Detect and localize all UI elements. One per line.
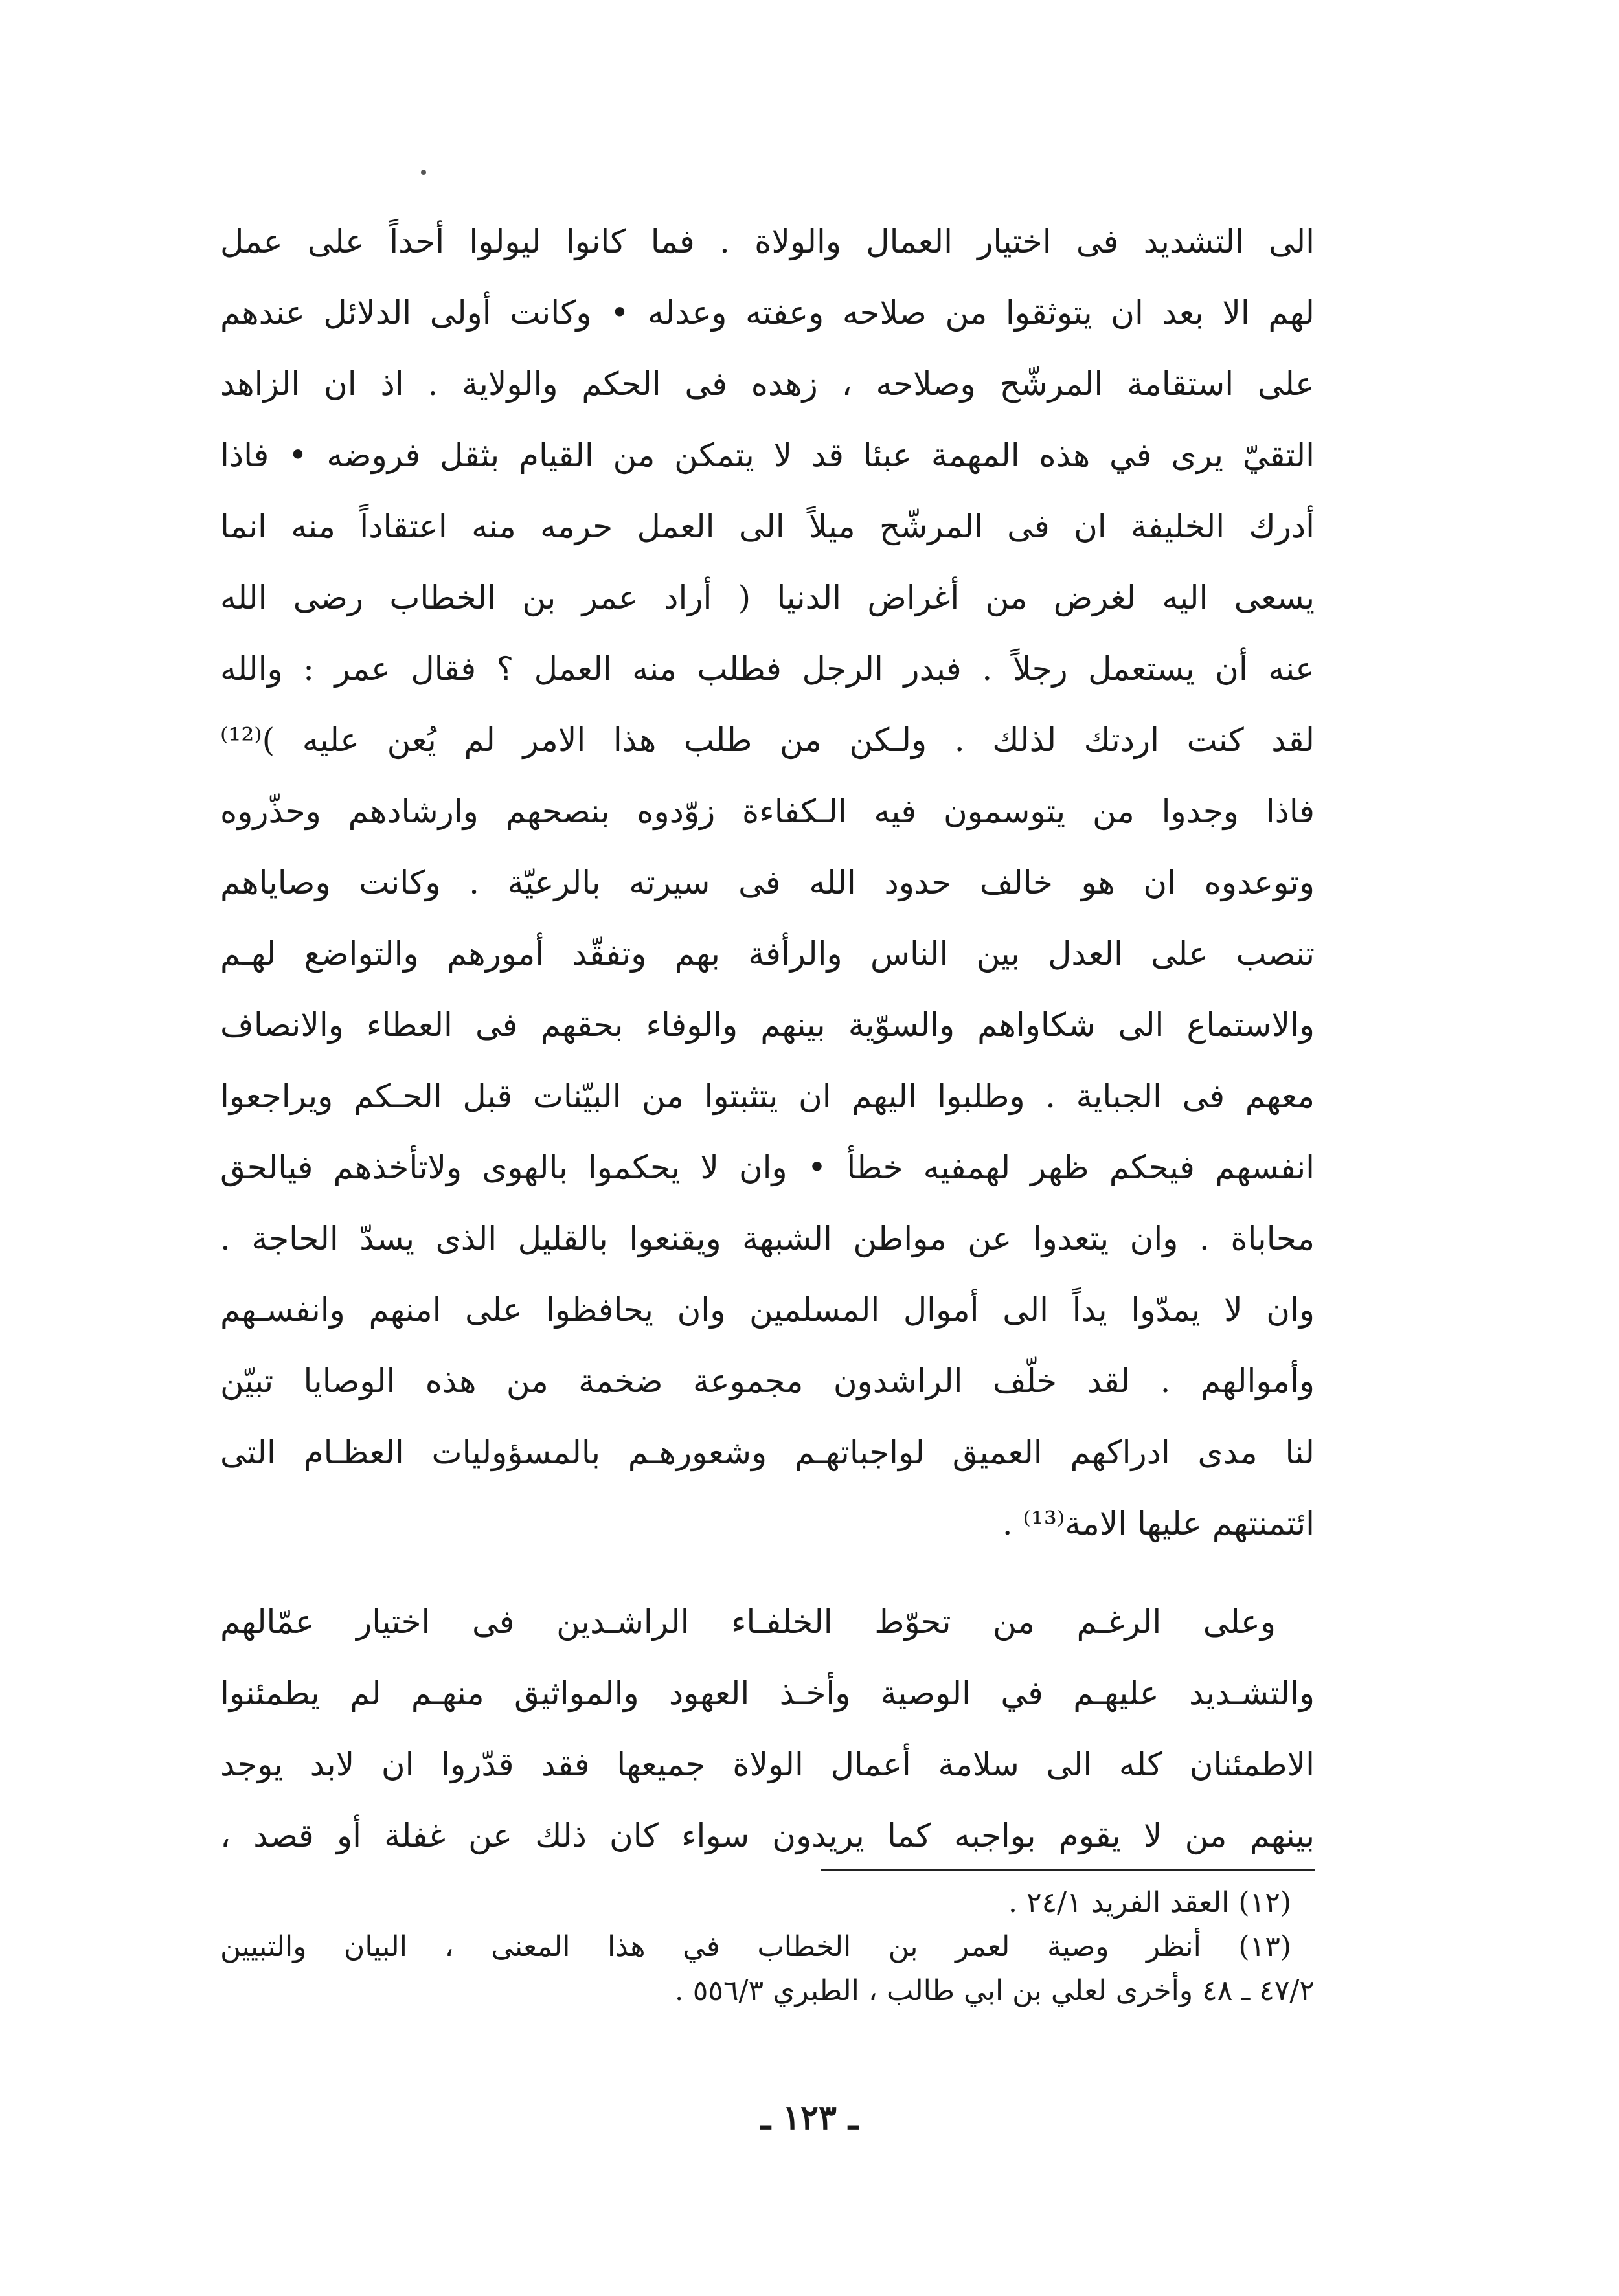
text-line: وتوعدوه ان هو خالف حدود الله فى سيرته بالرعيّة . وكانت وصاياهم (220, 864, 1315, 901)
text-line: وأموالهم . لقد خلّف الراشدون مجموعة ضخمة من هذه الوصايا تبيّن (220, 1362, 1315, 1400)
footnote-13: (١٣) أنظر وصية لعمر بن الخطاب في هذا المعنى ، البيان والتبيين (220, 1930, 1291, 1963)
text-line: والتشـديد عليهـم في الوصية وأخـذ العهود والمواثيق منهـم لم يطمئنوا (220, 1674, 1315, 1712)
text-line: ائتمنتهم عليها الامة⁽¹³⁾ . (1002, 1505, 1315, 1542)
text-line: والاستماع الى شكاواهم والسوّية بينهم والوفاء بحقهم فى العطاء والانصاف (220, 1006, 1315, 1044)
text-line: لهم الا بعد ان يتوثقوا من صلاحه وعفته وعدله • وكانت أولى الدلائل عندهم (220, 294, 1315, 332)
footnote-12: (١٢) العقد الفريد ٢٤/١ . (1008, 1886, 1291, 1919)
text-line: لقد كنت اردتك لذلك . ولـكن من طلب هذا الامر لم يُعن عليه )⁽¹²⁾ (220, 721, 1315, 759)
text-line: يسعى اليه لغرض من أغراض الدنيا ( أراد عمر بن الخطاب رضى الله (220, 579, 1315, 616)
text-line: وان لا يمدّوا يداً الى أموال المسلمين وان يحافظوا على امنهم وانفسـهم (220, 1291, 1315, 1329)
text-line: معهم فى الجباية . وطلبوا اليهم ان يتثبتوا من البيّنات قبل الحـكم ويراجعوا (220, 1077, 1315, 1115)
text-line: انفسهم فيحكم ظهر لهمفيه خطأ • وان لا يحكموا بالهوى ولاتأخذهم فيالحق (220, 1149, 1315, 1186)
paragraph (220, 1586, 1315, 1871)
text-line: الاطمئنان كله الى سلامة أعمال الولاة جميعها فقد قدّروا ان لابد يوجد (220, 1746, 1315, 1783)
page-number: ـ ١٢٣ ـ (760, 2098, 859, 2137)
text-line: وعلى الرغـم من تحوّط الخلفـاء الراشـدين فى اختيار عمّالهم (220, 1603, 1276, 1641)
text-line: تنصب على العدل بين الناس والرأفة بهم وتفقّد أمورهم والتواضع لهـم (220, 935, 1315, 973)
footnotes (220, 1881, 1315, 2013)
print-speck (421, 170, 426, 175)
text-line: فاذا وجدوا من يتوسمون فيه الـكفاءة زوّدوه بنصحهم وارشادهم وحذّروه (220, 793, 1315, 830)
text-line: التقيّ يرى في هذه المهمة عبئا قد لا يتمكن من القيام بثقل فروضه • فاذا (220, 436, 1315, 474)
text-line: محاباة . وان يتعدوا عن مواطن الشبهة ويقنعوا بالقليل الذى يسدّ الحاجة . (220, 1220, 1315, 1257)
paragraph (220, 206, 1315, 1559)
paragraph-gap (220, 1559, 1315, 1586)
text-line: الى التشديد فى اختيار العمال والولاة . فما كانوا ليولوا أحداً على عمل (220, 223, 1315, 260)
text-line: بينهم من لا يقوم بواجبه كما يريدون سواء كان ذلك عن غفلة أو قصد ، (220, 1817, 1315, 1854)
footnote-13-continued: ٤٧/٢ ـ ٤٨ وأخرى لعلي بن ابي طالب ، الطبري ٥٥٦/٣ . (674, 1974, 1315, 2007)
text-line: على استقامة المرشّح وصلاحه ، زهده فى الحكم والولاية . اذ ان الزاهد (220, 365, 1315, 403)
text-line: لنا مدى ادراكهم العميق لواجباتهـم وشعورهـم بالمسؤوليات العظـام التى (220, 1434, 1315, 1471)
text-line: أدرك الخليفة ان فى المرشّح ميلاً الى العمل حرمه منه اعتقاداً منه انما (220, 508, 1315, 545)
text-line: عنه أن يستعمل رجلاً . فبدر الرجل فطلب منه العمل ؟ فقال عمر : والله (220, 650, 1315, 688)
footnote-divider (821, 1869, 1315, 1871)
body-text (220, 206, 1315, 1871)
